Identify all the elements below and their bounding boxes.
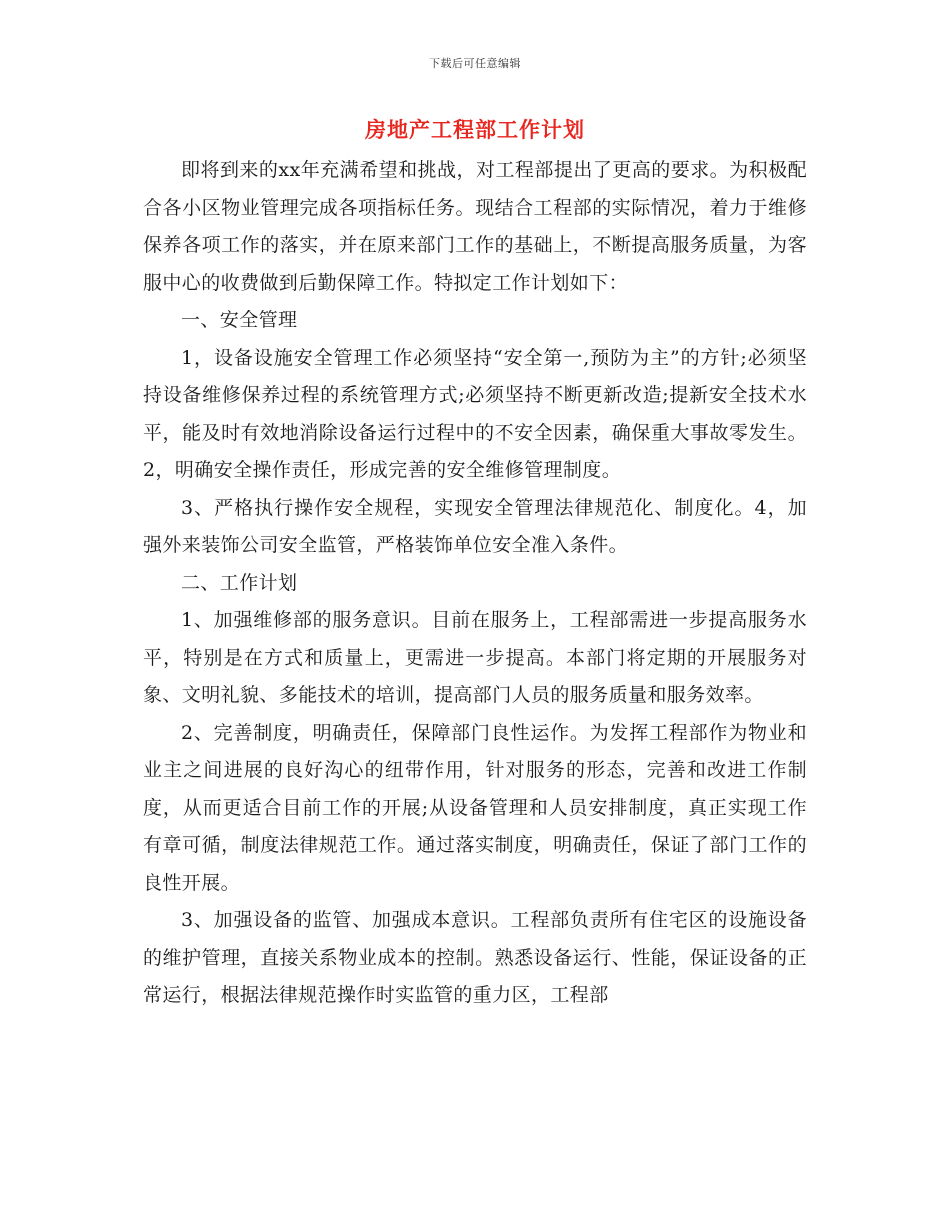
paragraph-plan-2: 2、完善制度，明确责任，保障部门良性运作。为发挥工程部作为物业和业主之间进展的良好沟心的纽带作用，针对服务的形态，完善和改进工作制度，从而更适合目前工作的开展;从设备管理和人员安排制度，真正实现工作有章可循，制度法律规范工作。通过落实制度，明确责任，保证了部门工作的良性开展。 (143, 721, 807, 894)
section-heading-work-plan: 二、工作计划 (181, 571, 298, 594)
section-heading-safety: 一、安全管理 (181, 309, 298, 331)
document-title: 房地产工程部工作计划 (365, 117, 585, 142)
paragraph-safety-1: 1，设备设施安全管理工作必须坚持“安全第一,预防为主”的方针;必须坚持设备维修保养过程的系统管理方式;必须坚持不断更新改造;提新安全技术水平，能及时有效地消除设备运行过程中的不安全因素，确保重大事故零发生。2，明确安全操作责任，形成完善的安全维修管理制度。 (143, 346, 807, 481)
header-note: 下载后可任意编辑 (429, 57, 521, 70)
paragraph-plan-3: 3、加强设备的监管、加强成本意识。工程部负责所有住宅区的设施设备的维护管理，直接关系物业成本的控制。熟悉设备运行、性能，保证设备的正常运行，根据法律规范操作时实监管的重力区，工程部 (143, 909, 807, 1006)
document-body (143, 152, 807, 1015)
paragraph-plan-1: 1、加强维修部的服务意识。目前在服务上，工程部需进一步提高服务水平，特别是在方式和质量上，更需进一步提高。本部门将定期的开展服务对象、文明礼貌、多能技术的培训，提高部门人员的服务质量和服务效率。 (143, 609, 807, 706)
paragraph-intro: 即将到来的xx年充满希望和挑战，对工程部提出了更高的要求。为积极配合各小区物业管理完成各项指标任务。现结合工程部的实际情况，着力于维修保养各项工作的落实，并在原来部门工作的基础上，不断提高服务质量，为客服中心的收费做到后勤保障工作。特拟定工作计划如下： (143, 159, 807, 294)
paragraph-safety-3: 3、严格执行操作安全规程，实现安全管理法律规范化、制度化。4，加强外来装饰公司安全监管，严格装饰单位安全准入条件。 (143, 496, 807, 556)
